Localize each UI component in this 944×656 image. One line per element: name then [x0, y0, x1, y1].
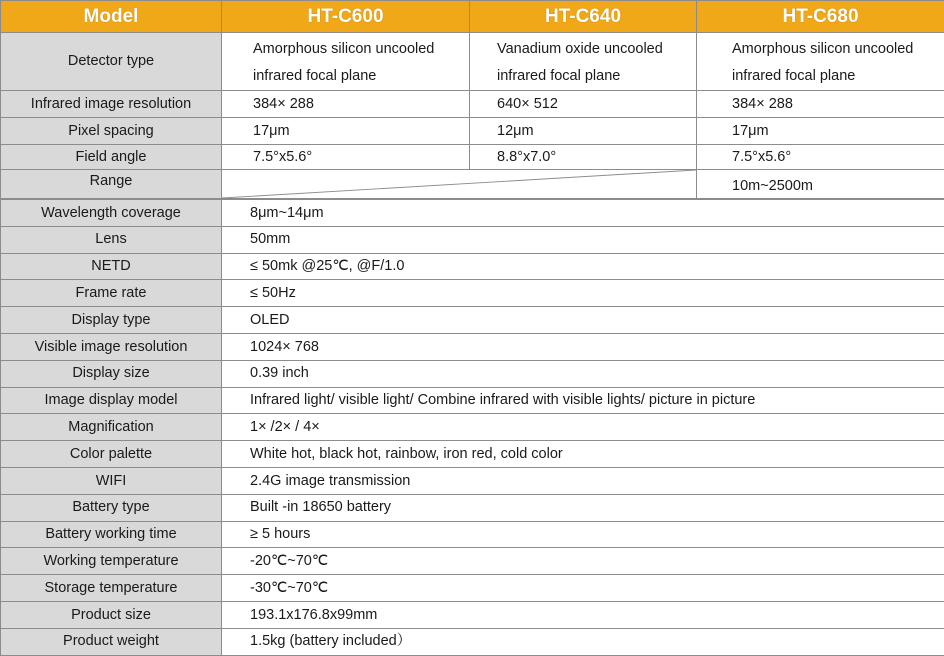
- cell-ht-c640: 12μm: [470, 118, 697, 145]
- cell-line: infrared focal plane: [497, 63, 696, 90]
- header-model-ht-c680: HT-C680: [697, 1, 944, 33]
- row-label: Battery working time: [1, 521, 222, 548]
- row-value: 1.5kg (battery included）: [222, 628, 944, 655]
- row-label: Product weight: [1, 628, 222, 655]
- row-value: Infrared light/ visible light/ Combine infrared with visible lights/ picture in picture: [222, 387, 944, 414]
- cell-ht-c640: [470, 33, 697, 91]
- cell-ht-c680: 384× 288: [697, 91, 944, 118]
- table-row: [1, 280, 944, 307]
- row-value: 1× /2× / 4×: [222, 414, 944, 441]
- row-label: Product size: [1, 601, 222, 628]
- row-label: Working temperature: [1, 548, 222, 575]
- row-label: Image display model: [1, 387, 222, 414]
- row-label: Storage temperature: [1, 575, 222, 602]
- table-row: [1, 200, 944, 227]
- cell-ht-c600: 384× 288: [222, 91, 470, 118]
- row-value: ≤ 50mk @25℃, @F/1.0: [222, 253, 944, 280]
- cell-line: Amorphous silicon uncooled: [253, 36, 469, 63]
- cell-line: Vanadium oxide uncooled: [497, 36, 696, 63]
- cell-ht-c640: 8.8°x7.0°: [470, 145, 697, 170]
- cell-line: Amorphous silicon uncooled: [732, 36, 944, 63]
- single-value-rows: [0, 199, 944, 656]
- header-model-ht-c640: HT-C640: [470, 1, 697, 33]
- row-value: White hot, black hot, rainbow, iron red, cold color: [222, 441, 944, 468]
- row-label: Display type: [1, 307, 222, 334]
- row-label: Frame rate: [1, 280, 222, 307]
- range-empty-cell: [222, 170, 697, 199]
- row-value: 8μm~14μm: [222, 200, 944, 227]
- row-label: Lens: [1, 226, 222, 253]
- table-row: [1, 601, 944, 628]
- header-row: [1, 1, 944, 33]
- row-label: Color palette: [1, 441, 222, 468]
- table-row: [1, 521, 944, 548]
- table-row: [1, 387, 944, 414]
- table-row: [1, 333, 944, 360]
- row-value: 1024× 768: [222, 333, 944, 360]
- cell-ht-c600: 17μm: [222, 118, 470, 145]
- header-model-ht-c600: HT-C600: [222, 1, 470, 33]
- cell-ht-c640: 640× 512: [470, 91, 697, 118]
- row-label: Range: [1, 170, 222, 199]
- row-value: OLED: [222, 307, 944, 334]
- table-row: [1, 145, 944, 170]
- cell-ht-c680: 7.5°x5.6°: [697, 145, 944, 170]
- table-row: [1, 253, 944, 280]
- table-row: [1, 441, 944, 468]
- row-label: Battery type: [1, 494, 222, 521]
- cell-line: infrared focal plane: [732, 63, 944, 90]
- row-value: 50mm: [222, 226, 944, 253]
- table-row: [1, 170, 944, 199]
- row-label: Magnification: [1, 414, 222, 441]
- row-label: WIFI: [1, 467, 222, 494]
- row-value: 2.4G image transmission: [222, 467, 944, 494]
- row-value: ≤ 50Hz: [222, 280, 944, 307]
- table-row: [1, 548, 944, 575]
- cell-ht-c680: 10m~2500m: [697, 170, 944, 199]
- row-label: Display size: [1, 360, 222, 387]
- cell-ht-c680: 17μm: [697, 118, 944, 145]
- cell-line: infrared focal plane: [253, 63, 469, 90]
- row-label: Detector type: [1, 33, 222, 91]
- row-label: NETD: [1, 253, 222, 280]
- table-row: [1, 360, 944, 387]
- table-row: [1, 91, 944, 118]
- row-label: Field angle: [1, 145, 222, 170]
- table-row: [1, 494, 944, 521]
- cell-ht-c600: [222, 33, 470, 91]
- header-model-label: Model: [1, 1, 222, 33]
- table-row: [1, 414, 944, 441]
- row-value: Built -in 18650 battery: [222, 494, 944, 521]
- cell-ht-c600: 7.5°x5.6°: [222, 145, 470, 170]
- table-row: [1, 628, 944, 655]
- table-row: [1, 118, 944, 145]
- row-value: 0.39 inch: [222, 360, 944, 387]
- row-label: Pixel spacing: [1, 118, 222, 145]
- table-row: [1, 33, 944, 91]
- table-row: [1, 307, 944, 334]
- diagonal-line: [222, 170, 696, 198]
- row-label: Infrared image resolution: [1, 91, 222, 118]
- row-value: -30℃~70℃: [222, 575, 944, 602]
- row-value: 193.1x176.8x99mm: [222, 601, 944, 628]
- table-row: [1, 226, 944, 253]
- table-row: [1, 575, 944, 602]
- row-label: Visible image resolution: [1, 333, 222, 360]
- row-value: -20℃~70℃: [222, 548, 944, 575]
- cell-ht-c680: [697, 33, 944, 91]
- table-row: [1, 467, 944, 494]
- row-value: ≥ 5 hours: [222, 521, 944, 548]
- row-label: Wavelength coverage: [1, 200, 222, 227]
